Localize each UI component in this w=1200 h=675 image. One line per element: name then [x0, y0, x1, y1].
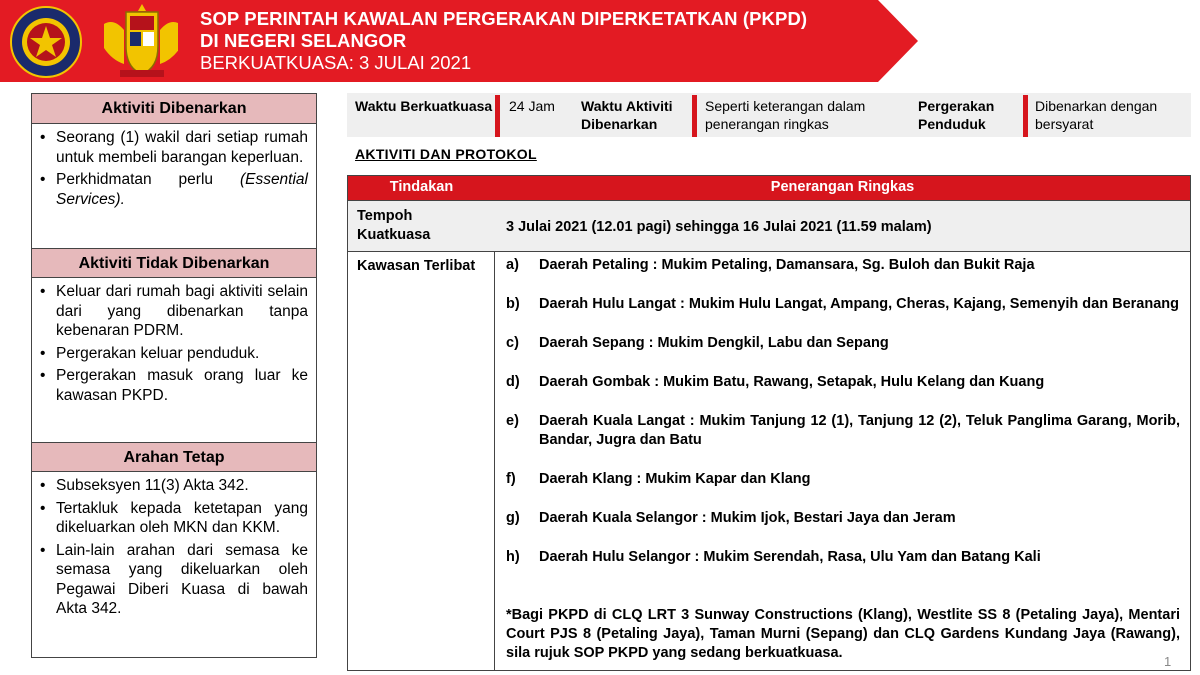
activity-value: Seperti keterangan dalam penerangan ringkas [705, 98, 866, 132]
areas-list [506, 256, 1180, 567]
allowed-item: • Perkhidmatan perlu (Essential Services). [40, 170, 308, 209]
allowed-body [32, 124, 316, 248]
info-bar [347, 93, 1191, 137]
standing-item: • Lain-lain arahan dari semasa ke semasa yang dikeluarkan oleh Pegawai Diberi Kuasa di bawah Akta 342. [40, 541, 308, 619]
period-value: 3 Julai 2021 (12.01 pagi) sehingga 16 Julai 2021 (11.59 malam) [506, 219, 932, 235]
col-header-description: Penerangan Ringkas [770, 179, 915, 195]
period-label: Tempoh Kuatkuasa [357, 208, 431, 243]
page-title: SOP PERINTAH KAWALAN PERGERAKAN DIPERKETATKAN (PKPD) [200, 8, 808, 29]
nsc-logo [11, 7, 81, 77]
not-allowed-body [32, 278, 316, 442]
allowed-heading: Aktiviti Dibenarkan [32, 94, 316, 124]
area-item: f) Daerah Klang : Mukim Kapar dan Klang [506, 471, 811, 487]
standing-item: • Subseksyen 11(3) Akta 342. [40, 476, 308, 496]
page-subtitle: DI NEGERI SELANGOR [200, 30, 407, 51]
not-allowed-item: • Pergerakan masuk orang luar ke kawasan PKPD. [40, 366, 308, 405]
logos [8, 4, 178, 80]
not-allowed-item: • Keluar dari rumah bagi aktiviti selain dari yang dibenarkan tanpa kebenaran PDRM. [40, 282, 308, 341]
area-item: a) Daerah Petaling : Mukim Petaling, Damansara, Sg. Buloh dan Bukit Raja [506, 257, 1035, 273]
activity-label: Waktu Aktiviti Dibenarkan [581, 98, 673, 132]
area-item: b) Daerah Hulu Langat : Mukim Hulu Langat, Ampang, Cheras, Kajang, Semenyih dan Beranang [506, 296, 1179, 312]
protocol-table [347, 175, 1191, 671]
coat-of-arms-logo [104, 4, 178, 77]
red-divider [692, 95, 697, 137]
red-divider [495, 95, 500, 137]
footnote: *Bagi PKPD di CLQ LRT 3 Sunway Constructions (Klang), Westlite SS 8 (Petaling Jaya), Mentari Court PJS 8 (Petaling Jaya), Taman Murni (Sepang) dan CLQ Gardens Kundang Jaya (Rawang), sila rujuk SOP PKPD yang sedang berkuatkuasa. [506, 607, 1180, 661]
not-allowed-item: • Pergerakan keluar penduduk. [40, 344, 308, 364]
areas-label: Kawasan Terlibat [357, 258, 476, 274]
standing-item: • Tertakluk kepada ketetapan yang dikeluarkan oleh MKN dan KKM. [40, 499, 308, 538]
time-value: 24 Jam [509, 98, 555, 114]
not-allowed-heading: Aktiviti Tidak Dibenarkan [32, 248, 316, 278]
table-header [348, 176, 1190, 200]
table-row-period [348, 200, 1190, 252]
col-header-action: Tindakan [389, 179, 454, 195]
header-title-block [200, 8, 807, 74]
page-number: 1 [1164, 654, 1172, 669]
area-item: g) Daerah Kuala Selangor : Mukim Ijok, Bestari Jaya dan Jeram [506, 510, 956, 526]
left-panel [31, 93, 317, 658]
time-label: Waktu Berkuatkuasa [355, 98, 493, 114]
area-item: c) Daerah Sepang : Mukim Dengkil, Labu dan Sepang [506, 335, 889, 351]
area-item: h) Daerah Hulu Selangor : Mukim Serendah, Rasa, Ulu Yam dan Batang Kali [506, 549, 1041, 565]
section-title: AKTIVITI DAN PROTOKOL [355, 146, 537, 162]
movement-label: Pergerakan Penduduk [918, 98, 995, 132]
header-banner [0, 0, 918, 82]
movement-value: Dibenarkan dengan bersyarat [1035, 98, 1158, 132]
standing-heading: Arahan Tetap [32, 442, 316, 472]
allowed-item: • Seorang (1) wakil dari setiap rumah untuk membeli barangan keperluan. [40, 128, 308, 167]
area-item: e) Daerah Kuala Langat : Mukim Tanjung 12 (1), Tanjung 12 (2), Teluk Panglima Garang, Morib, Bandar, Jugra dan Batu [506, 413, 1180, 448]
red-divider [1023, 95, 1028, 137]
standing-body [32, 472, 316, 619]
effective-date: BERKUATKUASA: 3 JULAI 2021 [200, 52, 472, 73]
area-item: d) Daerah Gombak : Mukim Batu, Rawang, Setapak, Hulu Kelang dan Kuang [506, 374, 1045, 390]
